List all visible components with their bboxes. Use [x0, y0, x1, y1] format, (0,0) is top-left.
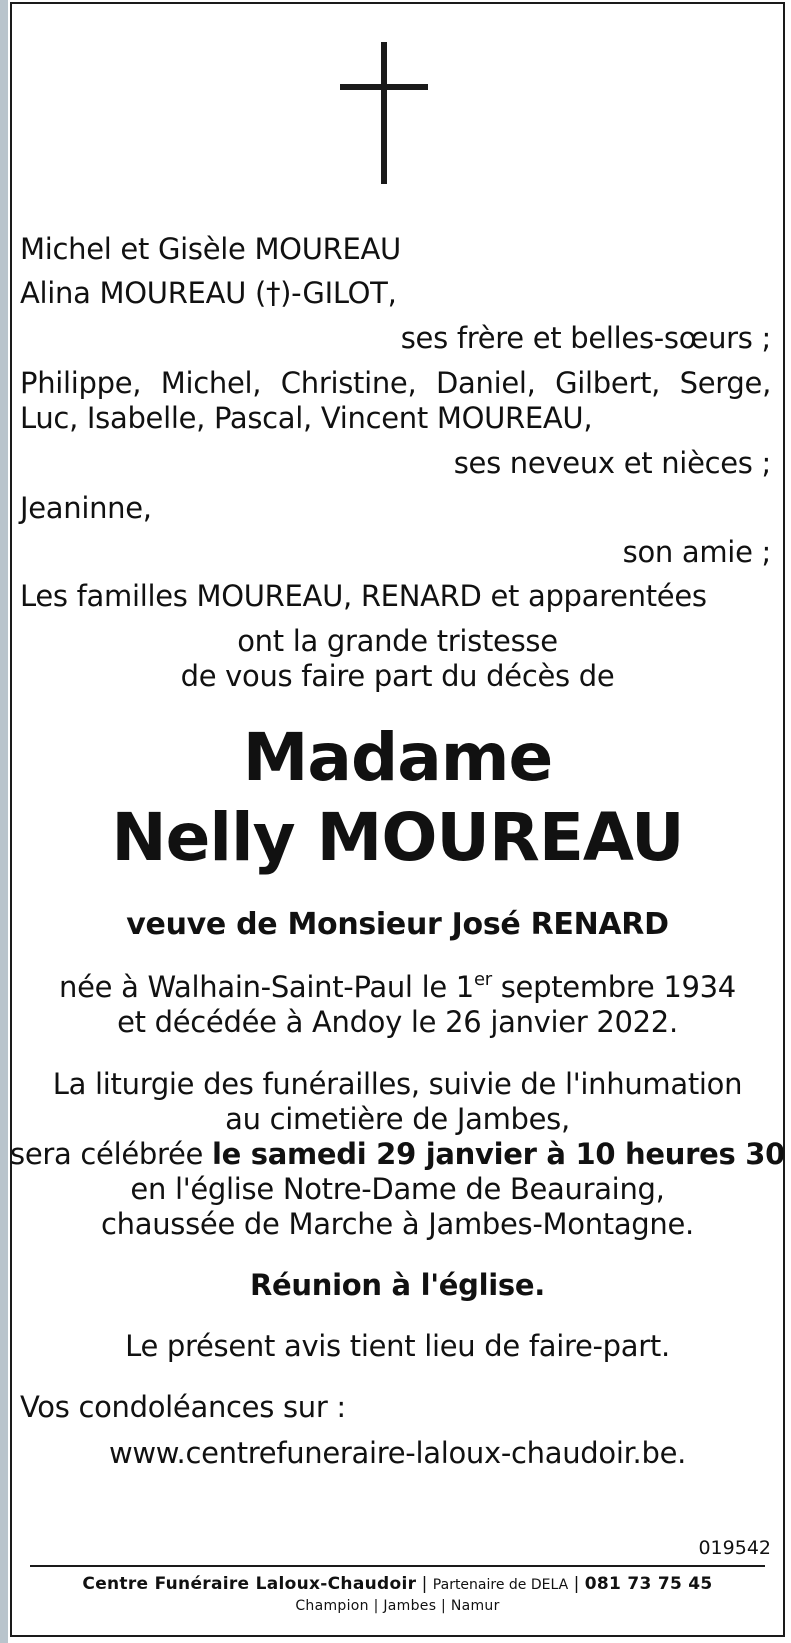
family-line-2: Alina MOUREAU (†)-GILOT,	[20, 276, 397, 310]
condolences-url[interactable]: www.centrefuneraire-laloux-chaudoir.be.	[108, 1436, 687, 1470]
service-line-2: au cimetière de Jambes,	[225, 1102, 570, 1136]
footer-locations: Champion | Jambes | Namur	[295, 1598, 500, 1614]
page-edge-bar	[0, 0, 8, 1643]
family-line-1: Michel et Gisèle MOUREAU	[20, 232, 401, 266]
birth-suffix: septembre 1934	[491, 970, 736, 1004]
family-role-3: son amie ;	[622, 535, 771, 569]
announce-line-2: de vous faire part du décès de	[180, 659, 615, 693]
cross-vertical	[381, 42, 387, 184]
service-line-4: en l'église Notre-Dame de Beauraing,	[130, 1172, 665, 1206]
death-line: et décédée à Andoy le 26 janvier 2022.	[117, 1005, 678, 1039]
footer-sep-1: |	[421, 1574, 428, 1594]
reference-number: 019542	[698, 1537, 771, 1559]
footer-line	[10, 1573, 785, 1596]
footer-sep-2: |	[573, 1574, 580, 1594]
family-role-2: ses neveux et nièces ;	[453, 446, 771, 480]
footer-partner: Partenaire de DELA	[432, 1577, 569, 1593]
deceased-name: Nelly MOUREAU	[111, 799, 684, 876]
cross-horizontal	[340, 84, 428, 90]
meeting-line: Réunion à l'église.	[250, 1268, 545, 1302]
service-line-5: chaussée de Marche à Jambes-Montagne.	[101, 1207, 694, 1241]
family-role-1: ses frère et belles-sœurs ;	[400, 321, 771, 355]
family-line-6: Les familles MOUREAU, RENARD et apparentées	[20, 579, 707, 613]
service-line-3	[10, 1137, 785, 1171]
notice-line: Le présent avis tient lieu de faire-part.	[125, 1329, 670, 1363]
birth-prefix: née à Walhain-Saint-Paul le 1	[59, 970, 474, 1004]
footer-divider	[30, 1565, 765, 1567]
deceased-widow: veuve de Monsieur José RENARD	[126, 907, 669, 942]
family-line-3: Philippe, Michel, Christine, Daniel, Gilbert, Serge,	[20, 366, 771, 400]
birth-sup: er	[473, 969, 492, 990]
footer-phone[interactable]: 081 73 75 45	[584, 1574, 713, 1594]
announce-line-1: ont la grande tristesse	[237, 624, 558, 658]
condolences-label: Vos condoléances sur :	[20, 1390, 346, 1424]
birth-line	[10, 970, 785, 1004]
footer-company: Centre Funéraire Laloux-Chaudoir	[82, 1574, 417, 1594]
service-line-3-prefix: sera célébrée	[10, 1137, 212, 1171]
family-line-5: Jeaninne,	[20, 491, 152, 525]
deceased-title: Madame	[242, 719, 553, 796]
family-line-4: Luc, Isabelle, Pascal, Vincent MOUREAU,	[20, 401, 593, 435]
service-line-1: La liturgie des funérailles, suivie de l'inhumation	[52, 1067, 743, 1101]
service-datetime: le samedi 29 janvier à 10 heures 30	[211, 1137, 785, 1171]
